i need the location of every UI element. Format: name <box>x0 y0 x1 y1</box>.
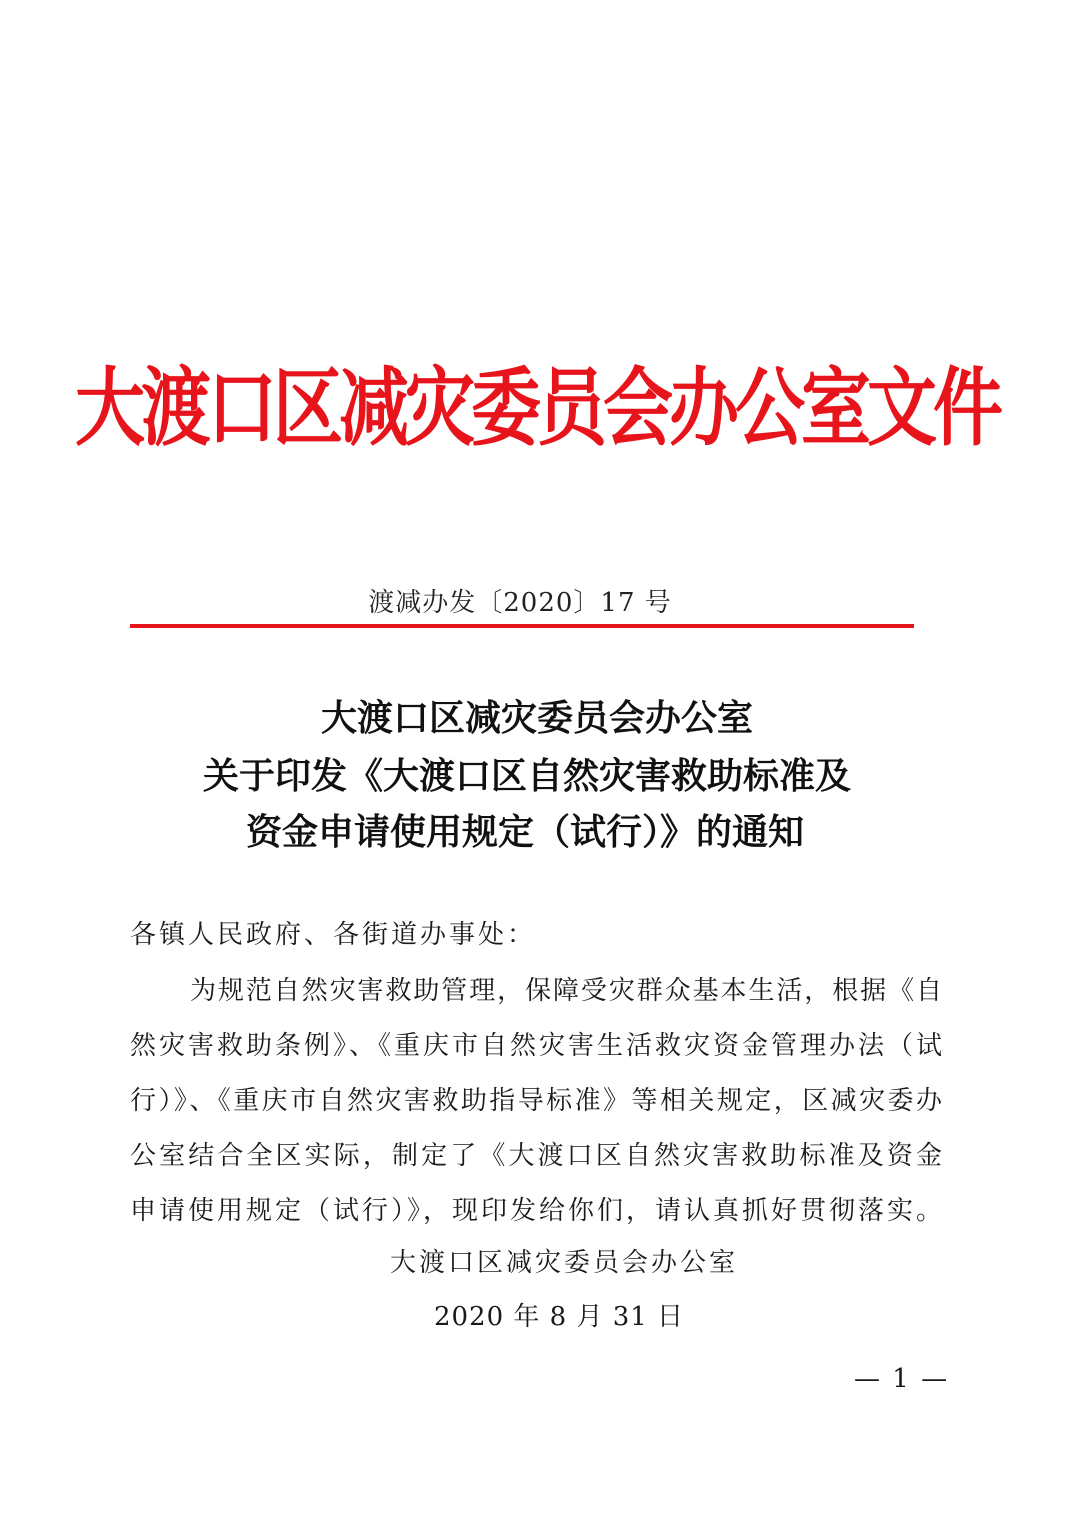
body-paragraph-line: 然灾害救助条例》、《重庆市自然灾害生活救灾资金管理办法（试 <box>130 1031 942 1061</box>
body-paragraph-line: 行）》、《重庆市自然灾害救助指导标准》等相关规定，区减灾委办 <box>130 1086 942 1116</box>
page-number: — 1 — <box>854 1364 950 1394</box>
notice-title-line-1: 大渡口区减灾委员会办公室 <box>320 697 753 739</box>
masthead-title: 大渡口区减灾委员会办公室文件 <box>75 357 999 459</box>
salutation: 各镇人民政府、各街道办事处： <box>130 920 537 950</box>
notice-title-line-3: 资金申请使用规定（试行）》的通知 <box>245 811 804 853</box>
body-paragraph-line: 公室结合全区实际，制定了《大渡口区自然灾害救助标准及资金 <box>130 1141 942 1171</box>
notice-title-line-2: 关于印发《大渡口区自然灾害救助标准及 <box>202 755 851 797</box>
issuer-signature: 大渡口区减灾委员会办公室 <box>389 1248 738 1278</box>
body-paragraph-line: 为规范自然灾害救助管理，保障受灾群众基本生活，根据《自 <box>190 976 942 1006</box>
body-paragraph-line: 申请使用规定（试行）》，现印发给你们，请认真抓好贯彻落实。 <box>130 1196 942 1226</box>
red-divider-line <box>130 624 914 628</box>
document-number: 渡减办发〔2020〕17 号 <box>368 588 672 618</box>
issue-date: 2020 年 8 月 31 日 <box>433 1302 685 1332</box>
